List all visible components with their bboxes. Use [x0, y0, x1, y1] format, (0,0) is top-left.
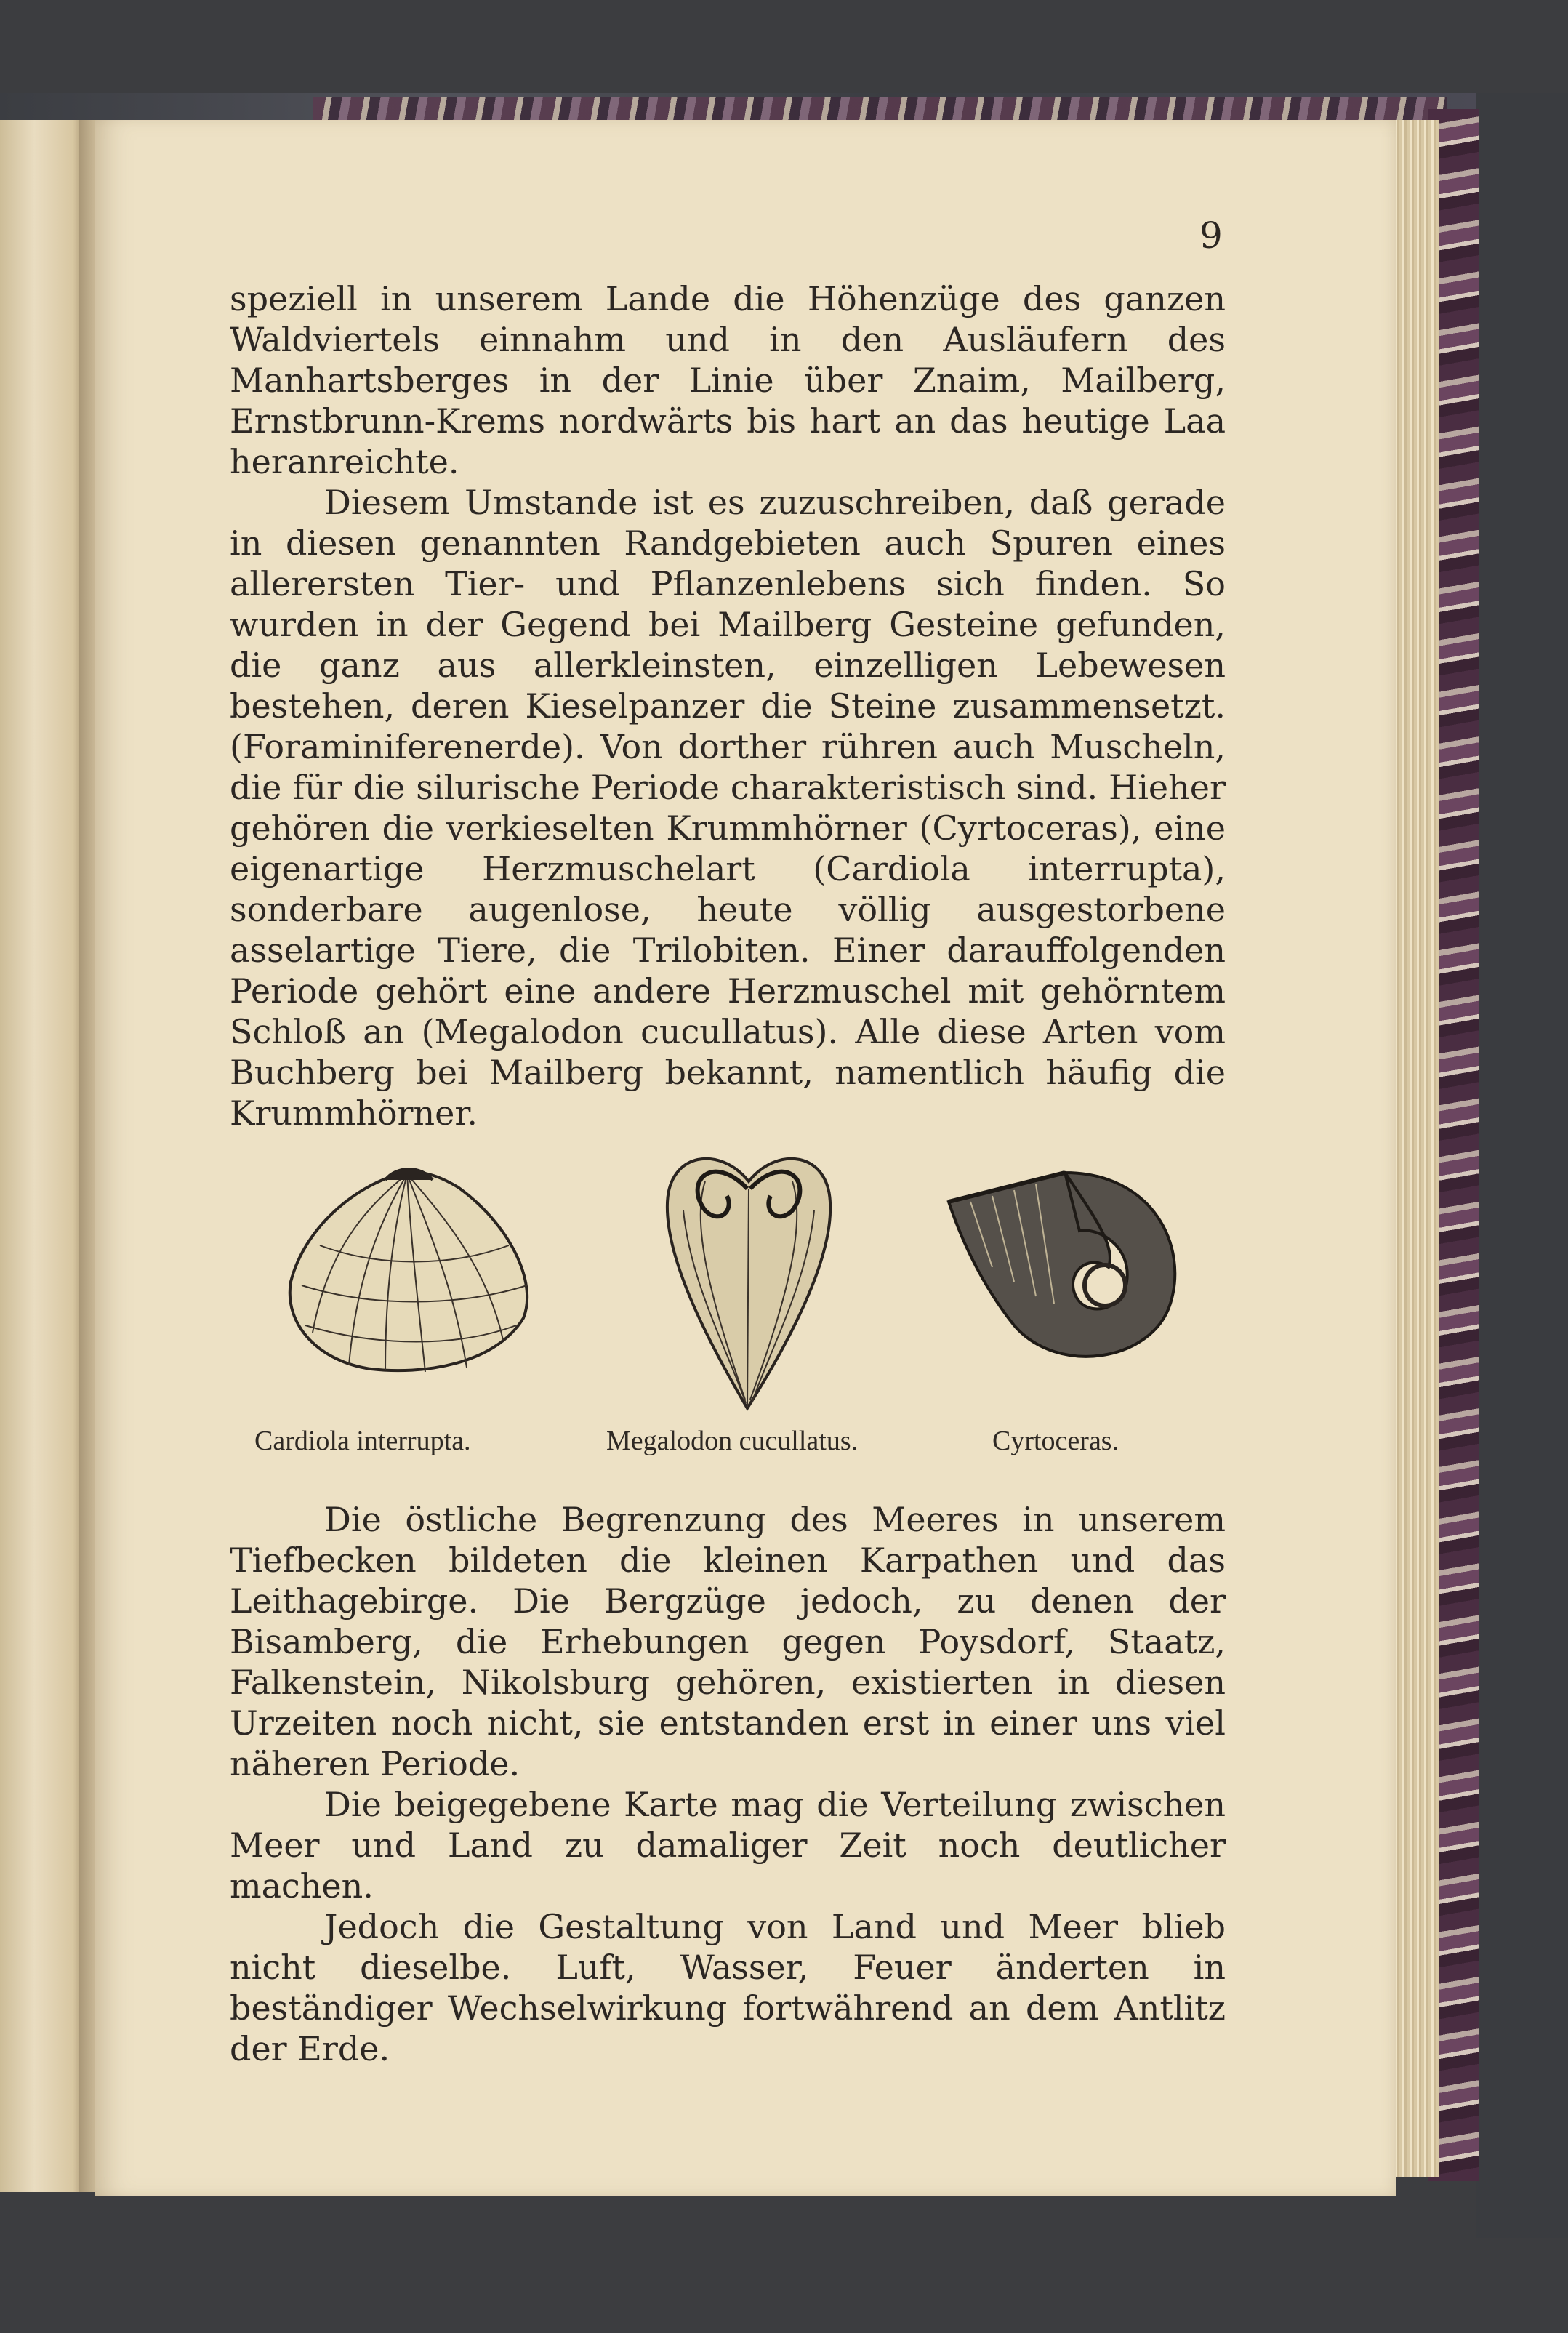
- text-block-top: [230, 278, 1226, 1133]
- marbled-endpaper-top: [313, 97, 1447, 122]
- caption-cardiola: Cardiola interrupta.: [254, 1426, 471, 1456]
- paragraph: Jedoch die Gestaltung von Land und Meer blieb nicht dieselbe. Luft, Wasser, Feuer änderten in beständiger Wechselwirkung fortwährend an dem Antlitz der Erde.: [230, 1907, 1226, 2068]
- caption-cyrtoceras: Cyrtoceras.: [992, 1426, 1119, 1456]
- book-cover-right: [1476, 93, 1568, 2238]
- book-page: [95, 120, 1396, 2196]
- paragraph: speziell in unserem Lande die Höhenzüge des ganzen Waldviertels einnahm und in den Ausläufern des Manhartsberges in der Linie über Znaim, Mailberg, Ernstbrunn-Krems nordwärts bis hart an das heutige Laa heranreichte.: [230, 279, 1226, 481]
- paragraph: Die östliche Begrenzung des Meeres in unserem Tiefbecken bildeten die kleinen Karpathen und das Leithagebirge. Die Bergzüge jedoch, zu denen der Bisamberg, die Erhebungen gegen Poysdorf, Staatz, Falkenstein, Nikolsburg gehören, existierten in diesen Urzeiten noch nicht, sie entstanden erst in einer uns viel näheren Periode.: [230, 1500, 1226, 1783]
- megalodon-shell-illustration: [662, 1138, 836, 1414]
- facing-page-edge: [0, 120, 86, 2192]
- paragraph: Die beigegebene Karte mag die Verteilung zwischen Meer und Land zu damaliger Zeit noch deutlicher machen.: [230, 1785, 1226, 1906]
- paragraph: Diesem Umstande ist es zuzuschreiben, daß gerade in diesen genannten Randgebieten auch Spuren eines allerersten Tier- und Pflanzenlebens sich finden. So wurden in der Gegend bei Mailberg Gesteine gefunden, die ganz aus allerkleinsten, einzelligen Lebewesen bestehen, deren Kieselpanzer die Steine zusammensetzt. (Foraminiferenerde). Von dorther rühren auch Muscheln, die für die silurische Periode charakteristisch sind. Hieher gehören die verkieselten Krummhörner (Cyrtoceras), eine eigenartige Herzmuschelart (Cardiola interrupta), sonderbare augenlose, heute völlig ausgestorbene asselartige Tiere, die Trilobiten. Einer darauffolgenden Periode gehört eine andere Herzmuschel mit gehörntem Schloß an (Megalodon cucullatus). Alle diese Arten vom Buchberg bei Mailberg bekannt, namentlich häufig die Krummhörner.: [230, 483, 1226, 1133]
- text-block-bottom: [230, 1499, 1226, 2069]
- caption-megalodon: Megalodon cucullatus.: [606, 1426, 859, 1456]
- cardiola-shell-illustration: [276, 1158, 538, 1376]
- page-number: 9: [1199, 214, 1223, 257]
- cyrtoceras-fossil-illustration: [941, 1158, 1181, 1376]
